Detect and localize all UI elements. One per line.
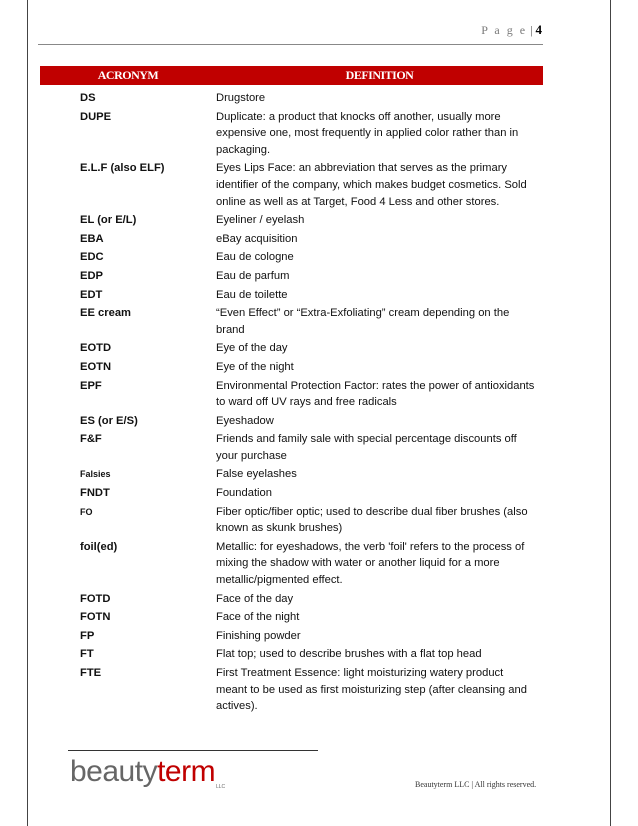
row-acronym: ES (or E/S) — [80, 414, 138, 427]
table-row — [40, 107, 543, 159]
row-definition: Drugstore — [216, 92, 266, 104]
page-number: 4 — [535, 22, 542, 37]
page-label: P a g e — [481, 23, 528, 37]
table-row — [40, 537, 543, 589]
row-definition: Eau de toilette — [216, 288, 288, 301]
row-acronym: DS — [80, 92, 96, 104]
row-acronym: FO — [80, 506, 93, 517]
row-definition: Metallic: for eyeshadows, the verb 'foil' refers to the process of mixing the shadow with water or another liquid for a more metallic/pigmented effect. — [216, 540, 525, 587]
row-acronym: EPF — [80, 379, 102, 392]
row-acronym: FTE — [80, 667, 102, 679]
page-border-right — [610, 0, 611, 826]
column-header-acronym: ACRONYM — [97, 68, 159, 82]
table-row — [40, 338, 543, 357]
logo-text-beauty: beauty — [70, 755, 158, 788]
table-row — [40, 663, 543, 715]
row-definition: Fiber optic/fiber optic; used to describe dual fiber brushes (also known as skunk brushes) — [216, 505, 528, 535]
table-row — [40, 411, 543, 430]
row-acronym: FNDT — [80, 487, 110, 500]
row-definition: Finishing powder — [216, 629, 301, 642]
copyright-notice: Beautyterm LLC | All rights reserved. — [415, 780, 537, 789]
row-definition: Eye of the day — [216, 342, 288, 355]
row-definition: Duplicate: a product that knocks off another, usually more expensive one, most frequently in applied color rather than in packaging. — [216, 110, 519, 156]
row-acronym: EE cream — [80, 307, 131, 320]
header-rule — [38, 44, 543, 45]
row-acronym: FOTN — [80, 611, 111, 624]
row-definition: First Treatment Essence: light moisturizing watery product meant to be used as first moisturizing step (after cleansing and actives). — [216, 667, 527, 713]
row-acronym: FP — [80, 629, 95, 642]
row-acronym: EDC — [80, 251, 104, 264]
row-acronym: F&F — [80, 433, 102, 446]
row-definition: Eyes Lips Face: an abbreviation that serves as the primary identifier of the company, which makes budget cosmetics. Sold online as well as at Target, Food 4 Less and other stores. — [216, 162, 527, 208]
table-header — [40, 66, 543, 85]
row-acronym: EBA — [80, 232, 104, 245]
acronym-table — [40, 88, 543, 715]
table-row — [40, 303, 543, 338]
column-header-definition: DEFINITION — [345, 68, 414, 82]
table-row — [40, 88, 543, 107]
brand-logo — [70, 756, 215, 788]
table-row — [40, 357, 543, 376]
row-acronym: EL (or E/L) — [80, 214, 137, 227]
table-row — [40, 285, 543, 304]
row-definition: eBay acquisition — [216, 232, 298, 245]
row-definition: Friends and family sale with special percentage discounts off your purchase — [216, 433, 517, 462]
row-acronym: EOTD — [80, 342, 112, 355]
table-row — [40, 607, 543, 626]
row-definition: Flat top; used to describe brushes with a flat top head — [216, 648, 482, 661]
row-acronym: Falsies — [80, 469, 111, 480]
row-definition: Eyeshadow — [216, 414, 274, 427]
table-row — [40, 266, 543, 285]
row-acronym: DUPE — [80, 110, 112, 123]
row-definition: Eau de cologne — [216, 251, 294, 264]
logo-text-term: term — [157, 755, 216, 788]
row-acronym: EOTN — [80, 360, 112, 373]
row-acronym: EDP — [80, 269, 104, 282]
table-row — [40, 158, 543, 210]
table-row — [40, 502, 543, 537]
row-definition: False eyelashes — [216, 468, 297, 481]
row-definition: Face of the day — [216, 592, 294, 605]
page-separator: | — [530, 23, 533, 37]
page-header — [481, 22, 542, 38]
table-row — [40, 483, 543, 502]
logo-llc: LLC — [216, 784, 226, 790]
row-acronym: FT — [80, 648, 94, 661]
table-row — [40, 626, 543, 645]
table-row — [40, 376, 543, 411]
page-border-left — [27, 0, 28, 826]
row-acronym: E.L.F (also ELF) — [80, 162, 165, 175]
footer-rule — [68, 750, 318, 751]
row-acronym: FOTD — [80, 592, 111, 605]
row-definition: Environmental Protection Factor: rates the power of antioxidants to ward off UV rays and free radicals — [216, 379, 535, 409]
row-definition: Eye of the night — [216, 360, 294, 373]
table-row — [40, 429, 543, 464]
row-definition: Foundation — [216, 487, 272, 500]
table-row — [40, 464, 543, 483]
table-row — [40, 247, 543, 266]
table-row — [40, 210, 543, 229]
table-row — [40, 229, 543, 248]
row-acronym: EDT — [80, 288, 103, 301]
row-definition: Face of the night — [216, 611, 300, 624]
row-definition: “Even Effect” or “Extra-Exfoliating” cream depending on the brand — [216, 307, 510, 336]
row-definition: Eyeliner / eyelash — [216, 214, 305, 227]
row-definition: Eau de parfum — [216, 269, 290, 282]
table-row — [40, 589, 543, 608]
row-acronym: foil(ed) — [80, 540, 118, 553]
table-row — [40, 644, 543, 663]
